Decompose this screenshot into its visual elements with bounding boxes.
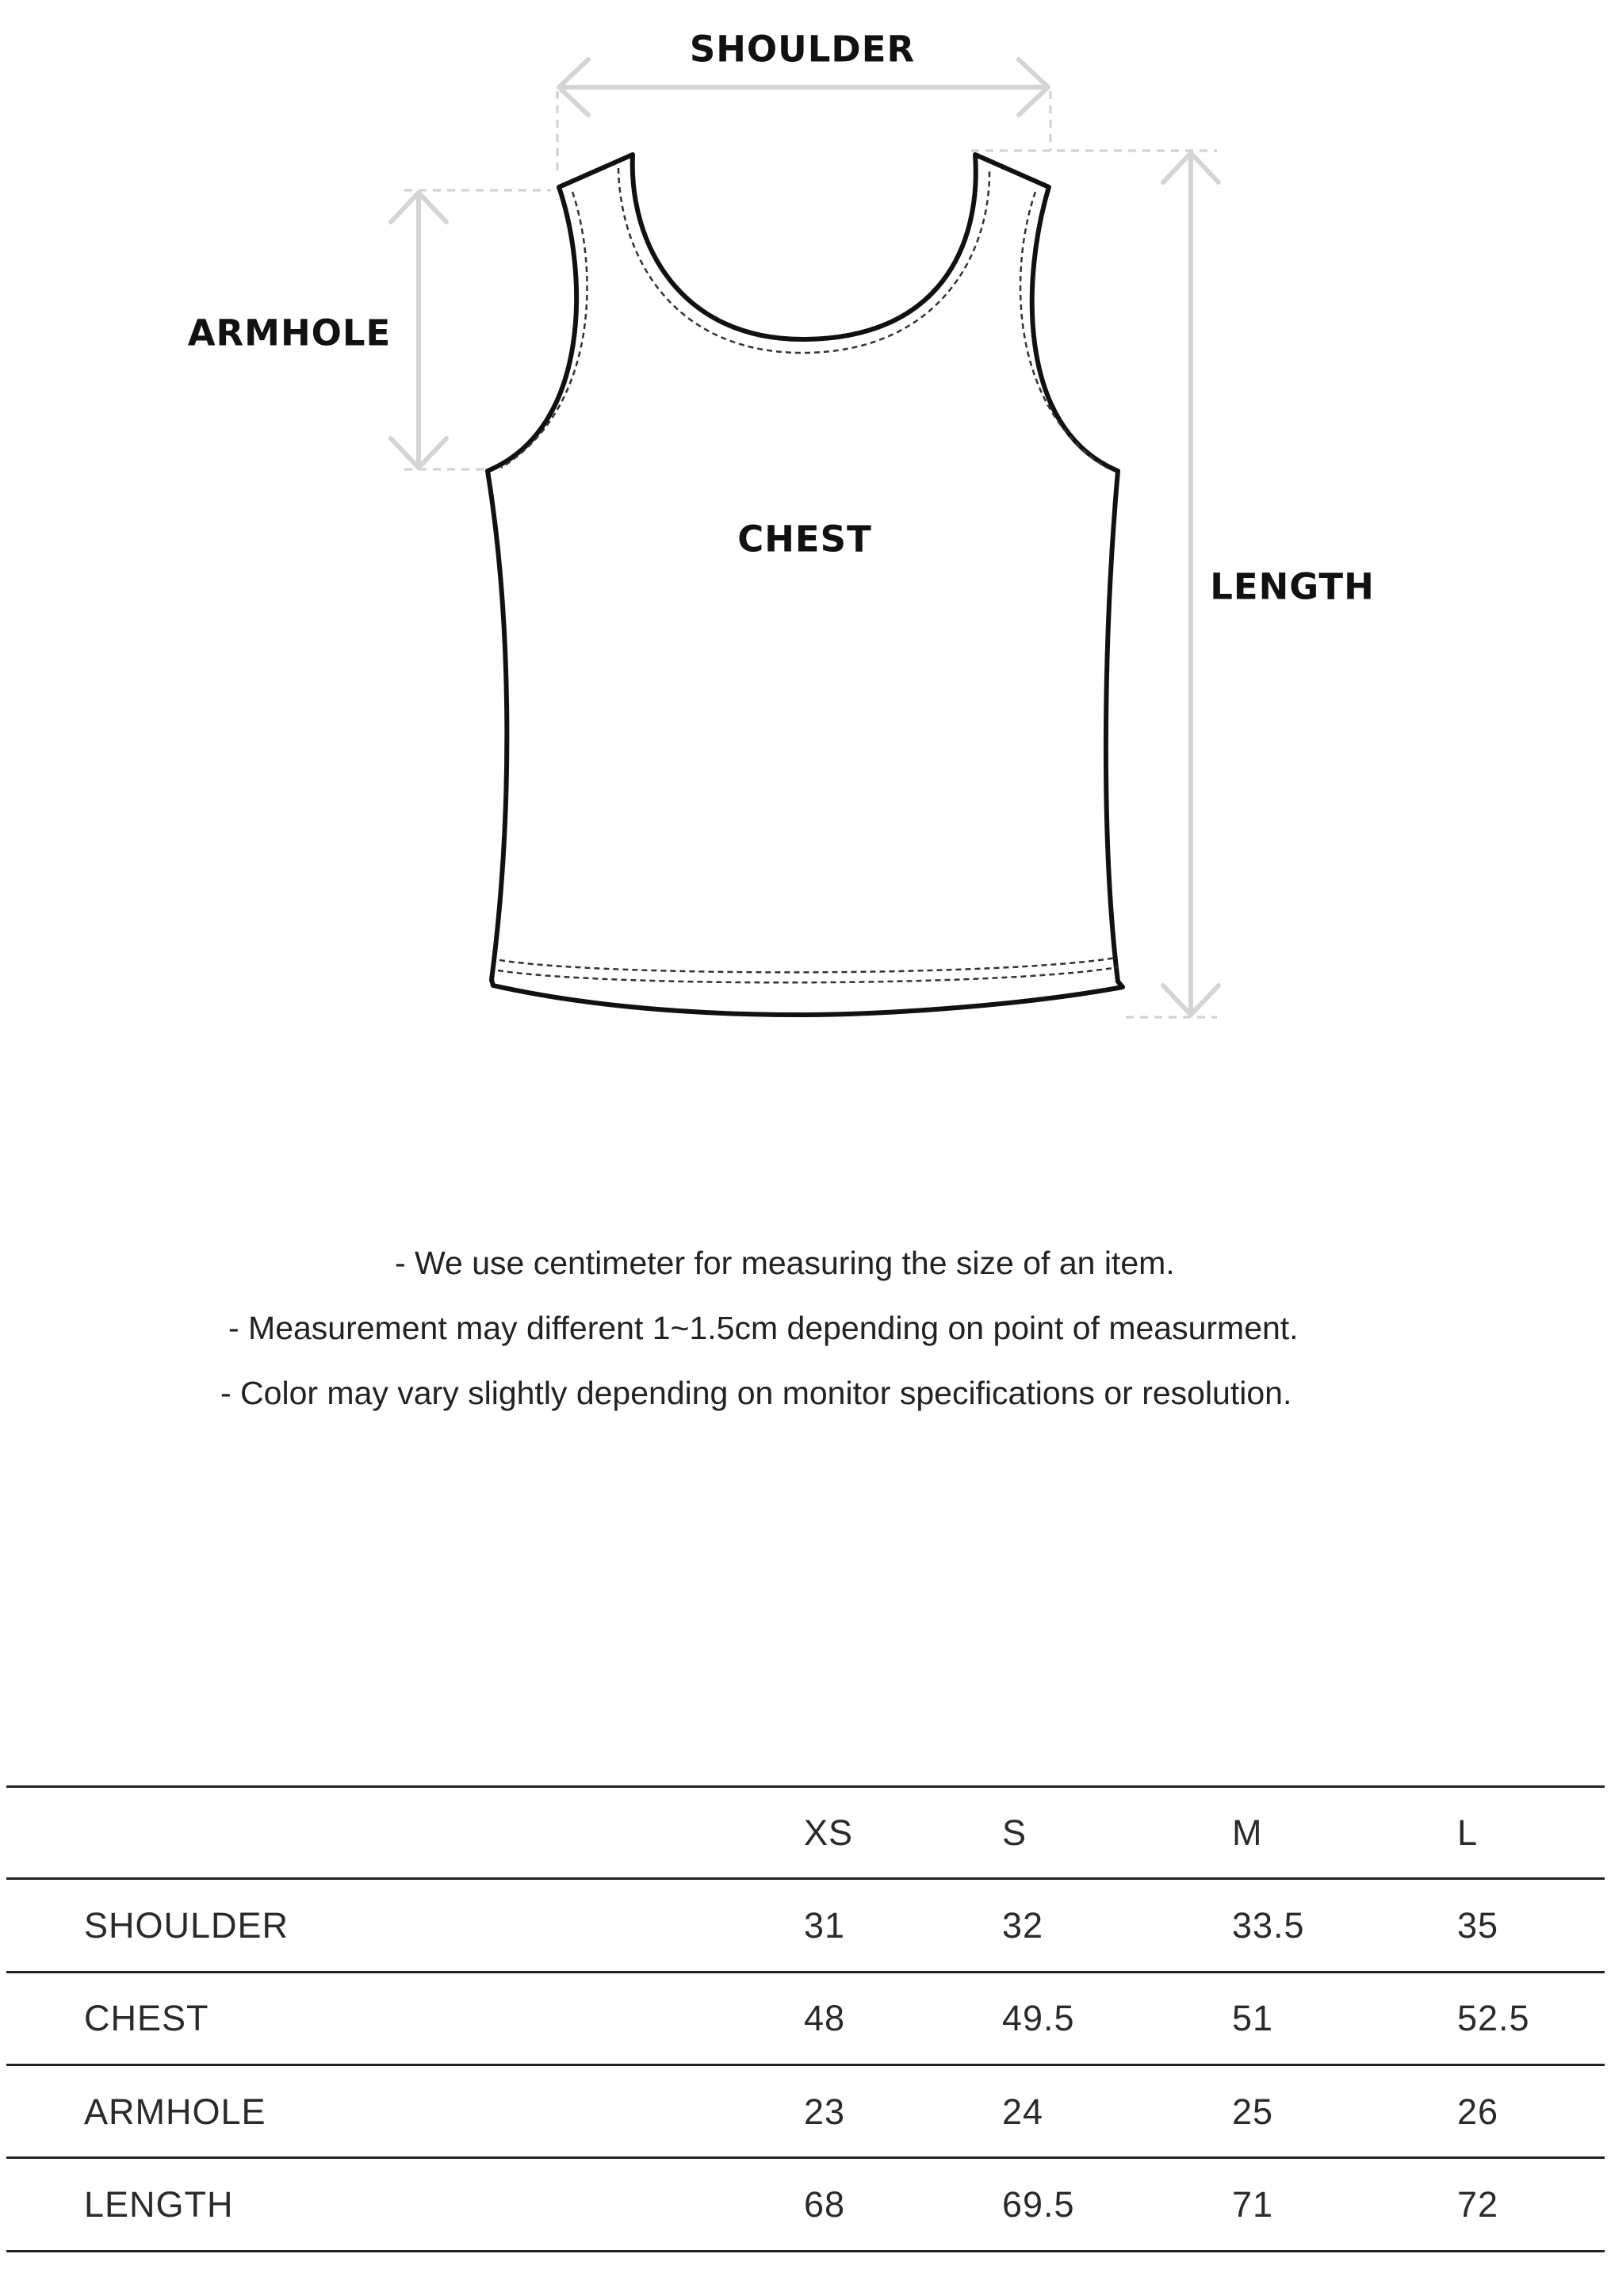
row-label-shoulder: SHOULDER <box>84 1905 289 1946</box>
row-label-length: LENGTH <box>84 2184 234 2225</box>
column-header-l: L <box>1457 1812 1479 1853</box>
table-cell: 51 <box>1232 1998 1274 2038</box>
table-cell: 33.5 <box>1232 1905 1305 1946</box>
note-tolerance: - Measurement may different 1~1.5cm depending on point of measurment. <box>228 1310 1299 1346</box>
column-header-m: M <box>1232 1812 1263 1853</box>
table-cell: 25 <box>1232 2091 1274 2132</box>
table-cell: 49.5 <box>1002 1998 1075 2038</box>
table-rule <box>6 1785 1605 1788</box>
table-rule <box>6 2156 1605 2159</box>
table-rule <box>6 1971 1605 1973</box>
note-unit: - We use centimeter for measuring the size of an item. <box>395 1245 1175 1281</box>
note-color: - Color may vary slightly depending on monitor specifications or resolution. <box>220 1375 1292 1411</box>
table-cell: 24 <box>1002 2091 1044 2132</box>
row-label-armhole: ARMHOLE <box>84 2091 266 2132</box>
size-table <box>6 1785 1605 2255</box>
row-label-chest: CHEST <box>84 1998 209 2038</box>
tank-top-outline <box>488 155 1123 1015</box>
table-cell: 32 <box>1002 1905 1044 1946</box>
column-header-xs: XS <box>804 1812 854 1853</box>
chest-label: CHEST <box>737 518 872 561</box>
table-rule <box>6 2250 1605 2252</box>
table-rule <box>6 2064 1605 2066</box>
table-cell: 72 <box>1457 2184 1499 2225</box>
column-header-s: S <box>1002 1812 1027 1853</box>
table-cell: 48 <box>804 1998 846 2038</box>
table-cell: 23 <box>804 2091 846 2132</box>
table-cell: 52.5 <box>1457 1998 1530 2038</box>
table-cell: 31 <box>804 1905 846 1946</box>
garment-diagram <box>0 0 1611 1110</box>
length-label: LENGTH <box>1210 565 1375 608</box>
table-rule <box>6 1877 1605 1880</box>
table-cell: 71 <box>1232 2184 1274 2225</box>
shoulder-label: SHOULDER <box>689 28 916 71</box>
table-cell: 69.5 <box>1002 2184 1075 2225</box>
armhole-label: ARMHOLE <box>187 312 392 354</box>
table-cell: 68 <box>804 2184 846 2225</box>
table-cell: 35 <box>1457 1905 1499 1946</box>
table-cell: 26 <box>1457 2091 1499 2132</box>
